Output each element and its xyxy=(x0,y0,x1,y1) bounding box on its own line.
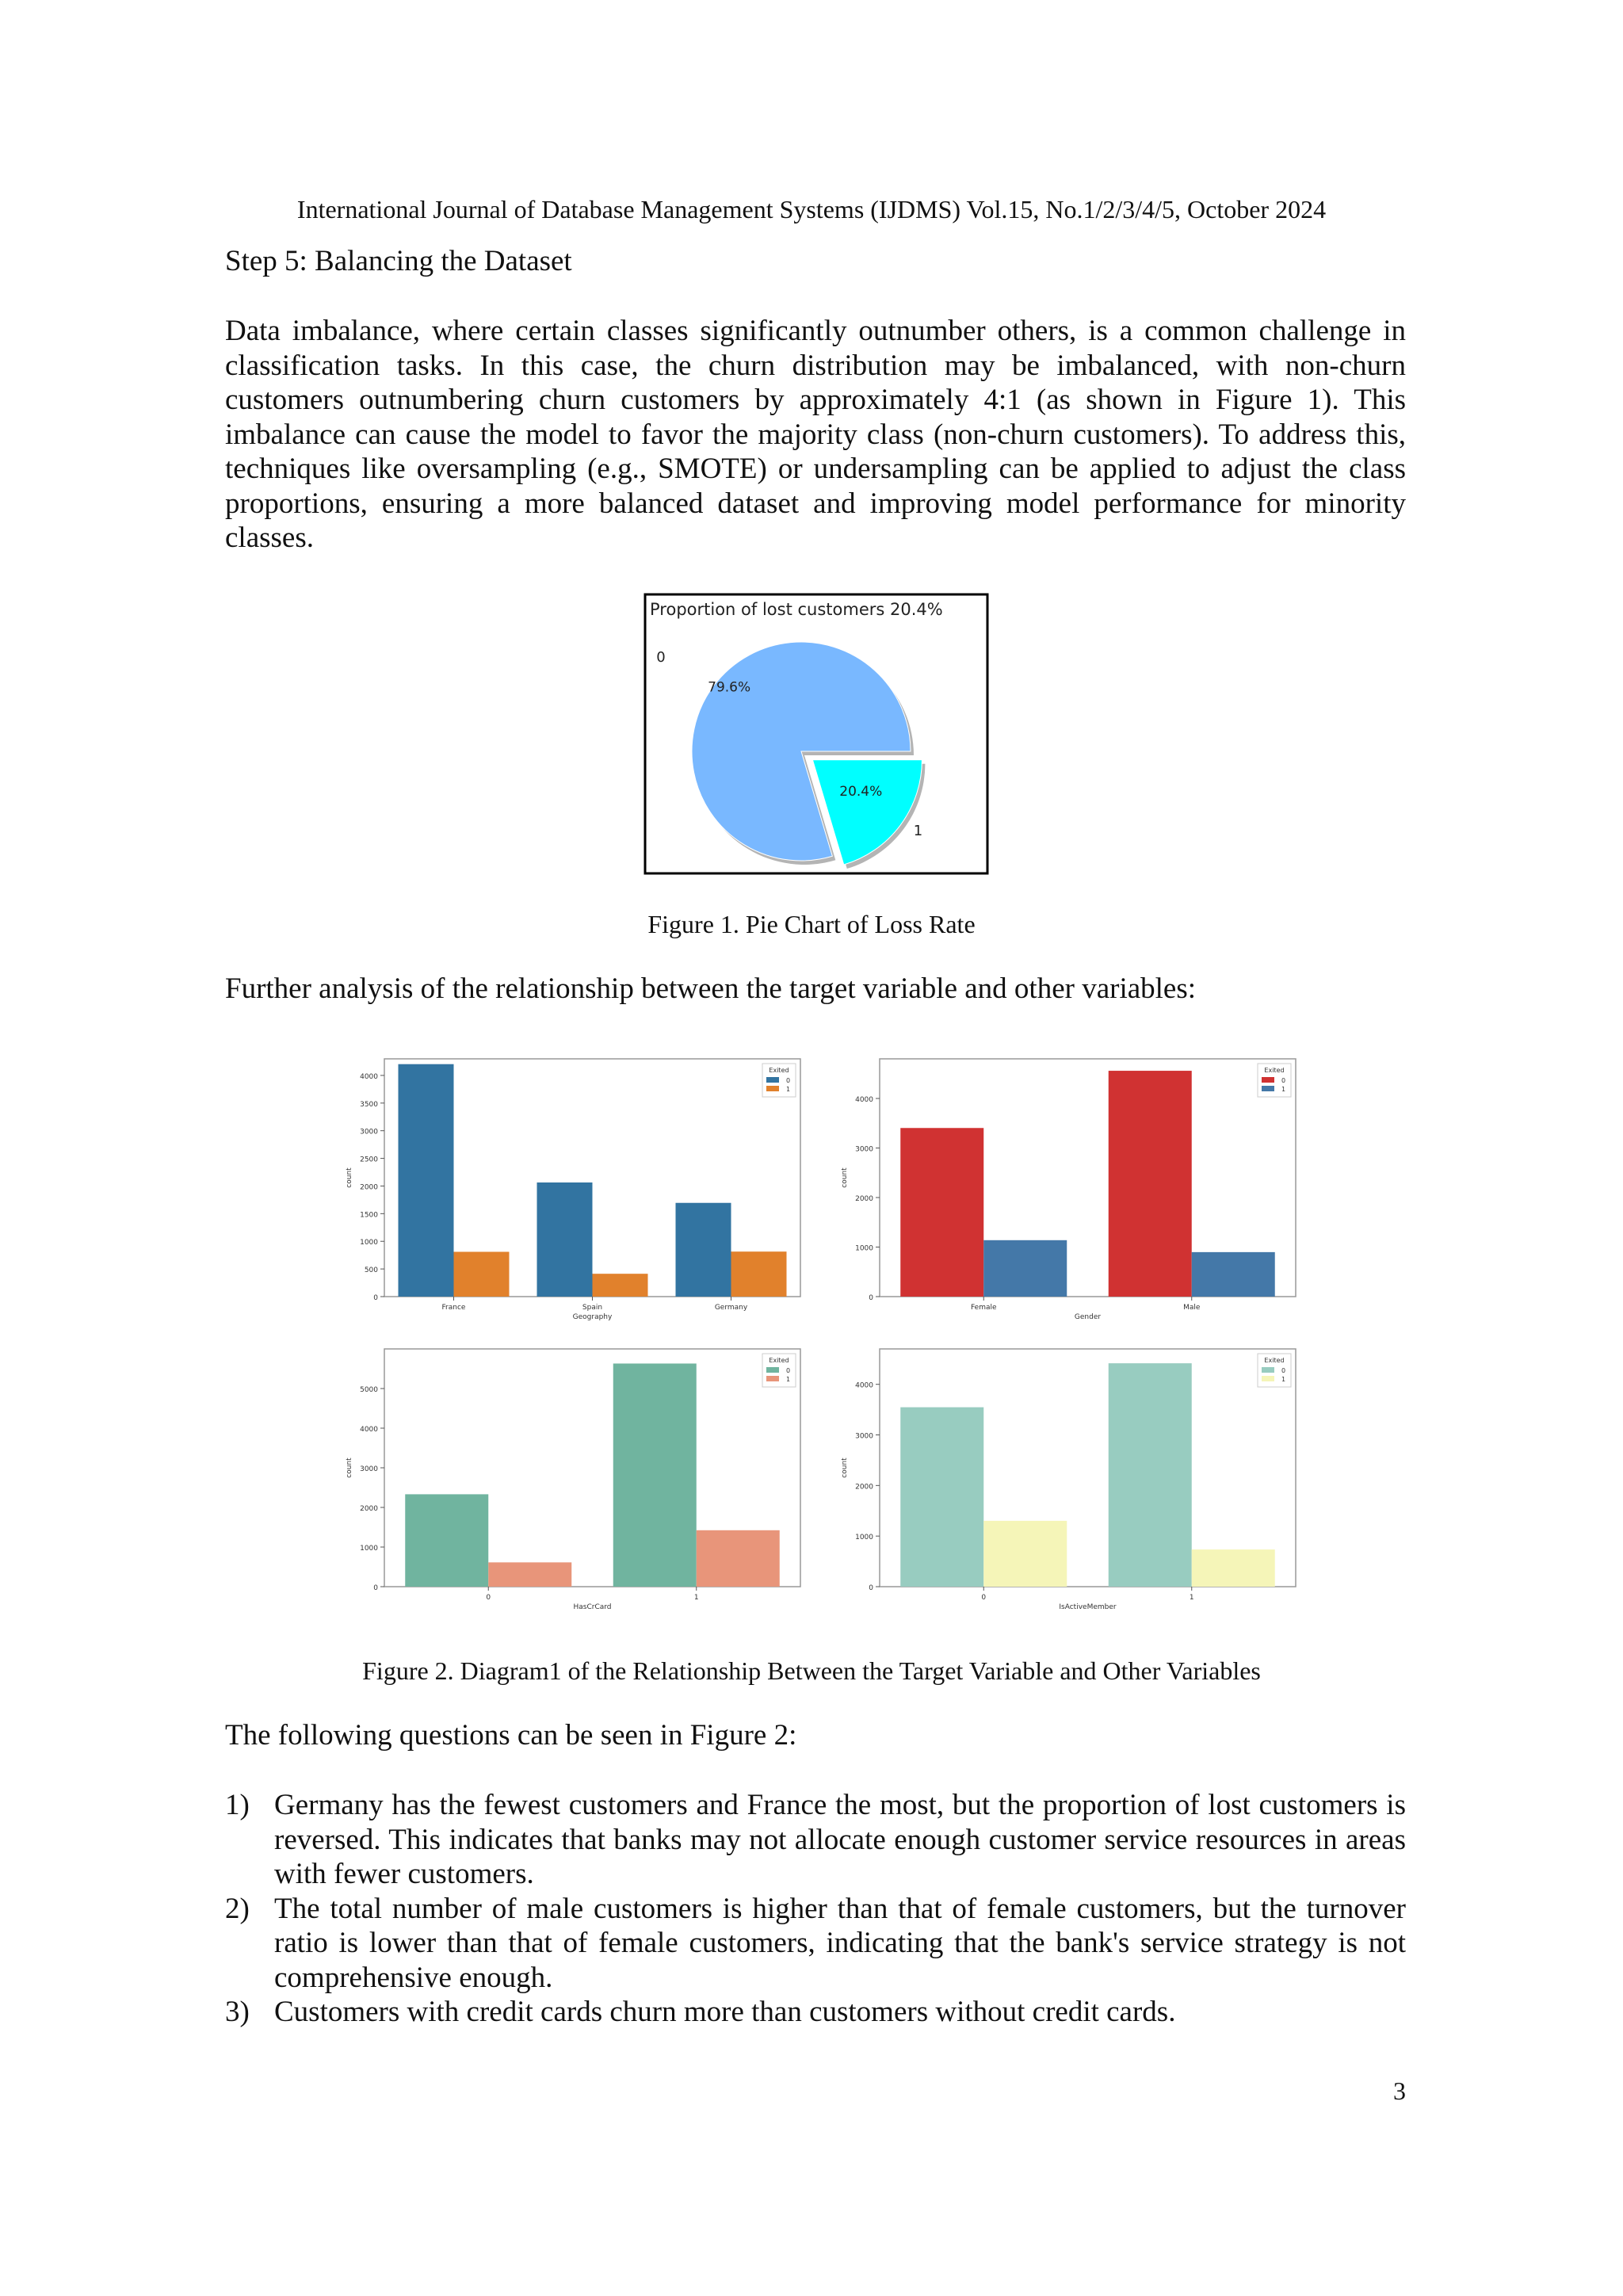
bar xyxy=(900,1128,983,1297)
x-tick-label: 0 xyxy=(981,1594,987,1602)
bar xyxy=(731,1251,787,1297)
list-item xyxy=(225,1892,1406,1996)
legend-title: Exited xyxy=(1264,1067,1285,1074)
y-tick-label: 2000 xyxy=(855,1195,873,1203)
x-tick-label: Female xyxy=(970,1304,997,1312)
x-tick-label: 1 xyxy=(693,1594,699,1602)
y-tick-label: 3000 xyxy=(855,1432,873,1441)
y-tick-label: 500 xyxy=(364,1266,378,1275)
legend-label: 0 xyxy=(786,1367,791,1374)
x-tick-label: 1 xyxy=(1189,1594,1194,1602)
bar xyxy=(900,1408,983,1587)
y-tick-label: 4000 xyxy=(855,1381,873,1390)
step-heading: Step 5: Balancing the Dataset xyxy=(225,245,572,277)
legend-label: 1 xyxy=(786,1086,791,1093)
pie-value-label: 79.6% xyxy=(708,679,751,696)
bar xyxy=(983,1240,1067,1297)
bar xyxy=(1192,1252,1275,1297)
y-axis-label: count xyxy=(346,1457,353,1478)
y-axis-label: count xyxy=(841,1457,849,1478)
paragraph-questions-intro: The following questions can be seen in Figure 2: xyxy=(225,1719,797,1752)
legend-swatch xyxy=(1262,1376,1274,1381)
y-tick-label: 1000 xyxy=(855,1244,873,1253)
y-tick-label: 1000 xyxy=(360,1239,378,1247)
bar xyxy=(537,1182,593,1297)
y-tick-label: 4000 xyxy=(360,1072,378,1081)
x-tick-label: Male xyxy=(1183,1304,1201,1312)
bar-chart-gender xyxy=(841,1059,1296,1321)
bar xyxy=(1109,1363,1192,1587)
legend-label: 0 xyxy=(786,1077,791,1084)
x-tick-label: Germany xyxy=(714,1304,748,1312)
legend-swatch xyxy=(1262,1086,1274,1091)
legend-swatch xyxy=(766,1376,779,1381)
paragraph-further-analysis: Further analysis of the relationship between the target variable and other variables: xyxy=(225,972,1197,1005)
figure-1-pie-chart xyxy=(643,593,989,875)
legend-label: 1 xyxy=(786,1376,791,1383)
x-tick-label: Spain xyxy=(582,1304,603,1312)
bar-chart-geography xyxy=(346,1059,800,1321)
y-tick-label: 0 xyxy=(373,1584,378,1592)
figure-2-bar-charts xyxy=(341,1051,1300,1629)
legend-label: 0 xyxy=(1281,1367,1286,1374)
y-axis-label: count xyxy=(346,1167,353,1188)
y-tick-label: 0 xyxy=(373,1294,378,1302)
bar xyxy=(405,1494,488,1587)
list-item-number: 2) xyxy=(225,1892,250,1925)
y-tick-label: 3500 xyxy=(360,1100,378,1109)
list-item-text: The total number of male customers is higher than that of female customers, but the turnover ratio is lower than that of female customers, indicating that the bank's service strategy is not comprehensive enough. xyxy=(274,1892,1406,1994)
paragraph-data-imbalance: Data imbalance, where certain classes significantly outnumber others, is a common challenge in classification tasks. In this case, the churn distribution may be imbalanced, with non-churn customers outnumbering churn customers by approximately 4:1 (as shown in Figure 1). This imbalance can cause the model to favor the majority class (non-churn customers). To address this, techniques like oversampling (e.g., SMOTE) or undersampling can be applied to adjust the class proportions, ensuring a more balanced dataset and improving model performance for minority classes. xyxy=(225,315,1406,554)
y-tick-label: 4000 xyxy=(855,1096,873,1104)
pie-value-label: 20.4% xyxy=(839,784,883,800)
bar xyxy=(983,1521,1067,1587)
legend-swatch xyxy=(1262,1367,1274,1373)
bar xyxy=(399,1064,454,1297)
bar xyxy=(613,1363,697,1587)
bar xyxy=(454,1251,510,1297)
y-tick-label: 1500 xyxy=(360,1211,378,1220)
y-tick-label: 0 xyxy=(869,1584,873,1592)
figure-2-caption: Figure 2. Diagram1 of the Relationship Between the Target Variable and Other Variables xyxy=(362,1656,1261,1685)
pie-title: Proportion of lost customers 20.4% xyxy=(650,600,943,619)
y-tick-label: 2000 xyxy=(360,1183,378,1192)
x-axis-label: Gender xyxy=(1074,1313,1102,1321)
x-tick-label: France xyxy=(441,1304,466,1312)
list-item xyxy=(225,1995,1406,2030)
legend-label: 1 xyxy=(1281,1086,1286,1093)
figure-1-caption: Figure 1. Pie Chart of Loss Rate xyxy=(647,910,976,938)
bar xyxy=(1192,1549,1275,1587)
bar xyxy=(488,1562,571,1587)
y-tick-label: 2500 xyxy=(360,1156,378,1164)
bar xyxy=(676,1203,731,1297)
y-tick-label: 3000 xyxy=(360,1465,378,1473)
legend-swatch xyxy=(1262,1077,1274,1083)
y-tick-label: 0 xyxy=(869,1294,873,1302)
legend-label: 1 xyxy=(1281,1376,1286,1383)
legend-title: Exited xyxy=(769,1357,789,1364)
pie-category-label: 1 xyxy=(913,822,923,839)
legend-title: Exited xyxy=(769,1067,789,1074)
bar xyxy=(1109,1071,1192,1297)
legend-swatch xyxy=(766,1086,779,1091)
list-item-number: 1) xyxy=(225,1789,250,1821)
bar xyxy=(593,1274,648,1297)
y-tick-label: 3000 xyxy=(360,1128,378,1137)
list-item-number: 3) xyxy=(225,1996,250,2028)
bar-chart-isactivemember xyxy=(841,1349,1296,1611)
legend-title: Exited xyxy=(1264,1357,1285,1364)
list-item-text: Customers with credit cards churn more than customers without credit cards. xyxy=(274,1996,1176,2028)
list-item xyxy=(225,1788,1406,1892)
bar-chart-hascrcard xyxy=(346,1349,800,1611)
legend-swatch xyxy=(766,1077,779,1083)
page-number: 3 xyxy=(1393,2076,1406,2105)
y-axis-label: count xyxy=(841,1167,849,1188)
y-tick-label: 2000 xyxy=(855,1483,873,1492)
findings-list xyxy=(225,1788,1406,2030)
y-tick-label: 4000 xyxy=(360,1426,378,1434)
x-axis-label: HasCrCard xyxy=(573,1603,612,1611)
journal-header: International Journal of Database Management Systems (IJDMS) Vol.15, No.1/2/3/4/5, October 2024 xyxy=(296,195,1327,223)
y-tick-label: 2000 xyxy=(360,1505,378,1513)
bar xyxy=(697,1530,780,1587)
legend-swatch xyxy=(766,1367,779,1373)
list-item-text: Germany has the fewest customers and France the most, but the proportion of lost customers is reversed. This indicates that banks may not allocate enough customer service resources in areas with fewer customers. xyxy=(274,1789,1406,1890)
x-axis-label: IsActiveMember xyxy=(1059,1603,1117,1611)
y-tick-label: 1000 xyxy=(855,1534,873,1542)
x-axis-label: Geography xyxy=(572,1313,613,1321)
pie-category-label: 0 xyxy=(656,648,666,666)
y-tick-label: 3000 xyxy=(855,1145,873,1154)
y-tick-label: 5000 xyxy=(360,1386,378,1394)
y-tick-label: 1000 xyxy=(360,1545,378,1553)
legend-label: 0 xyxy=(1281,1077,1286,1084)
x-tick-label: 0 xyxy=(486,1594,491,1602)
